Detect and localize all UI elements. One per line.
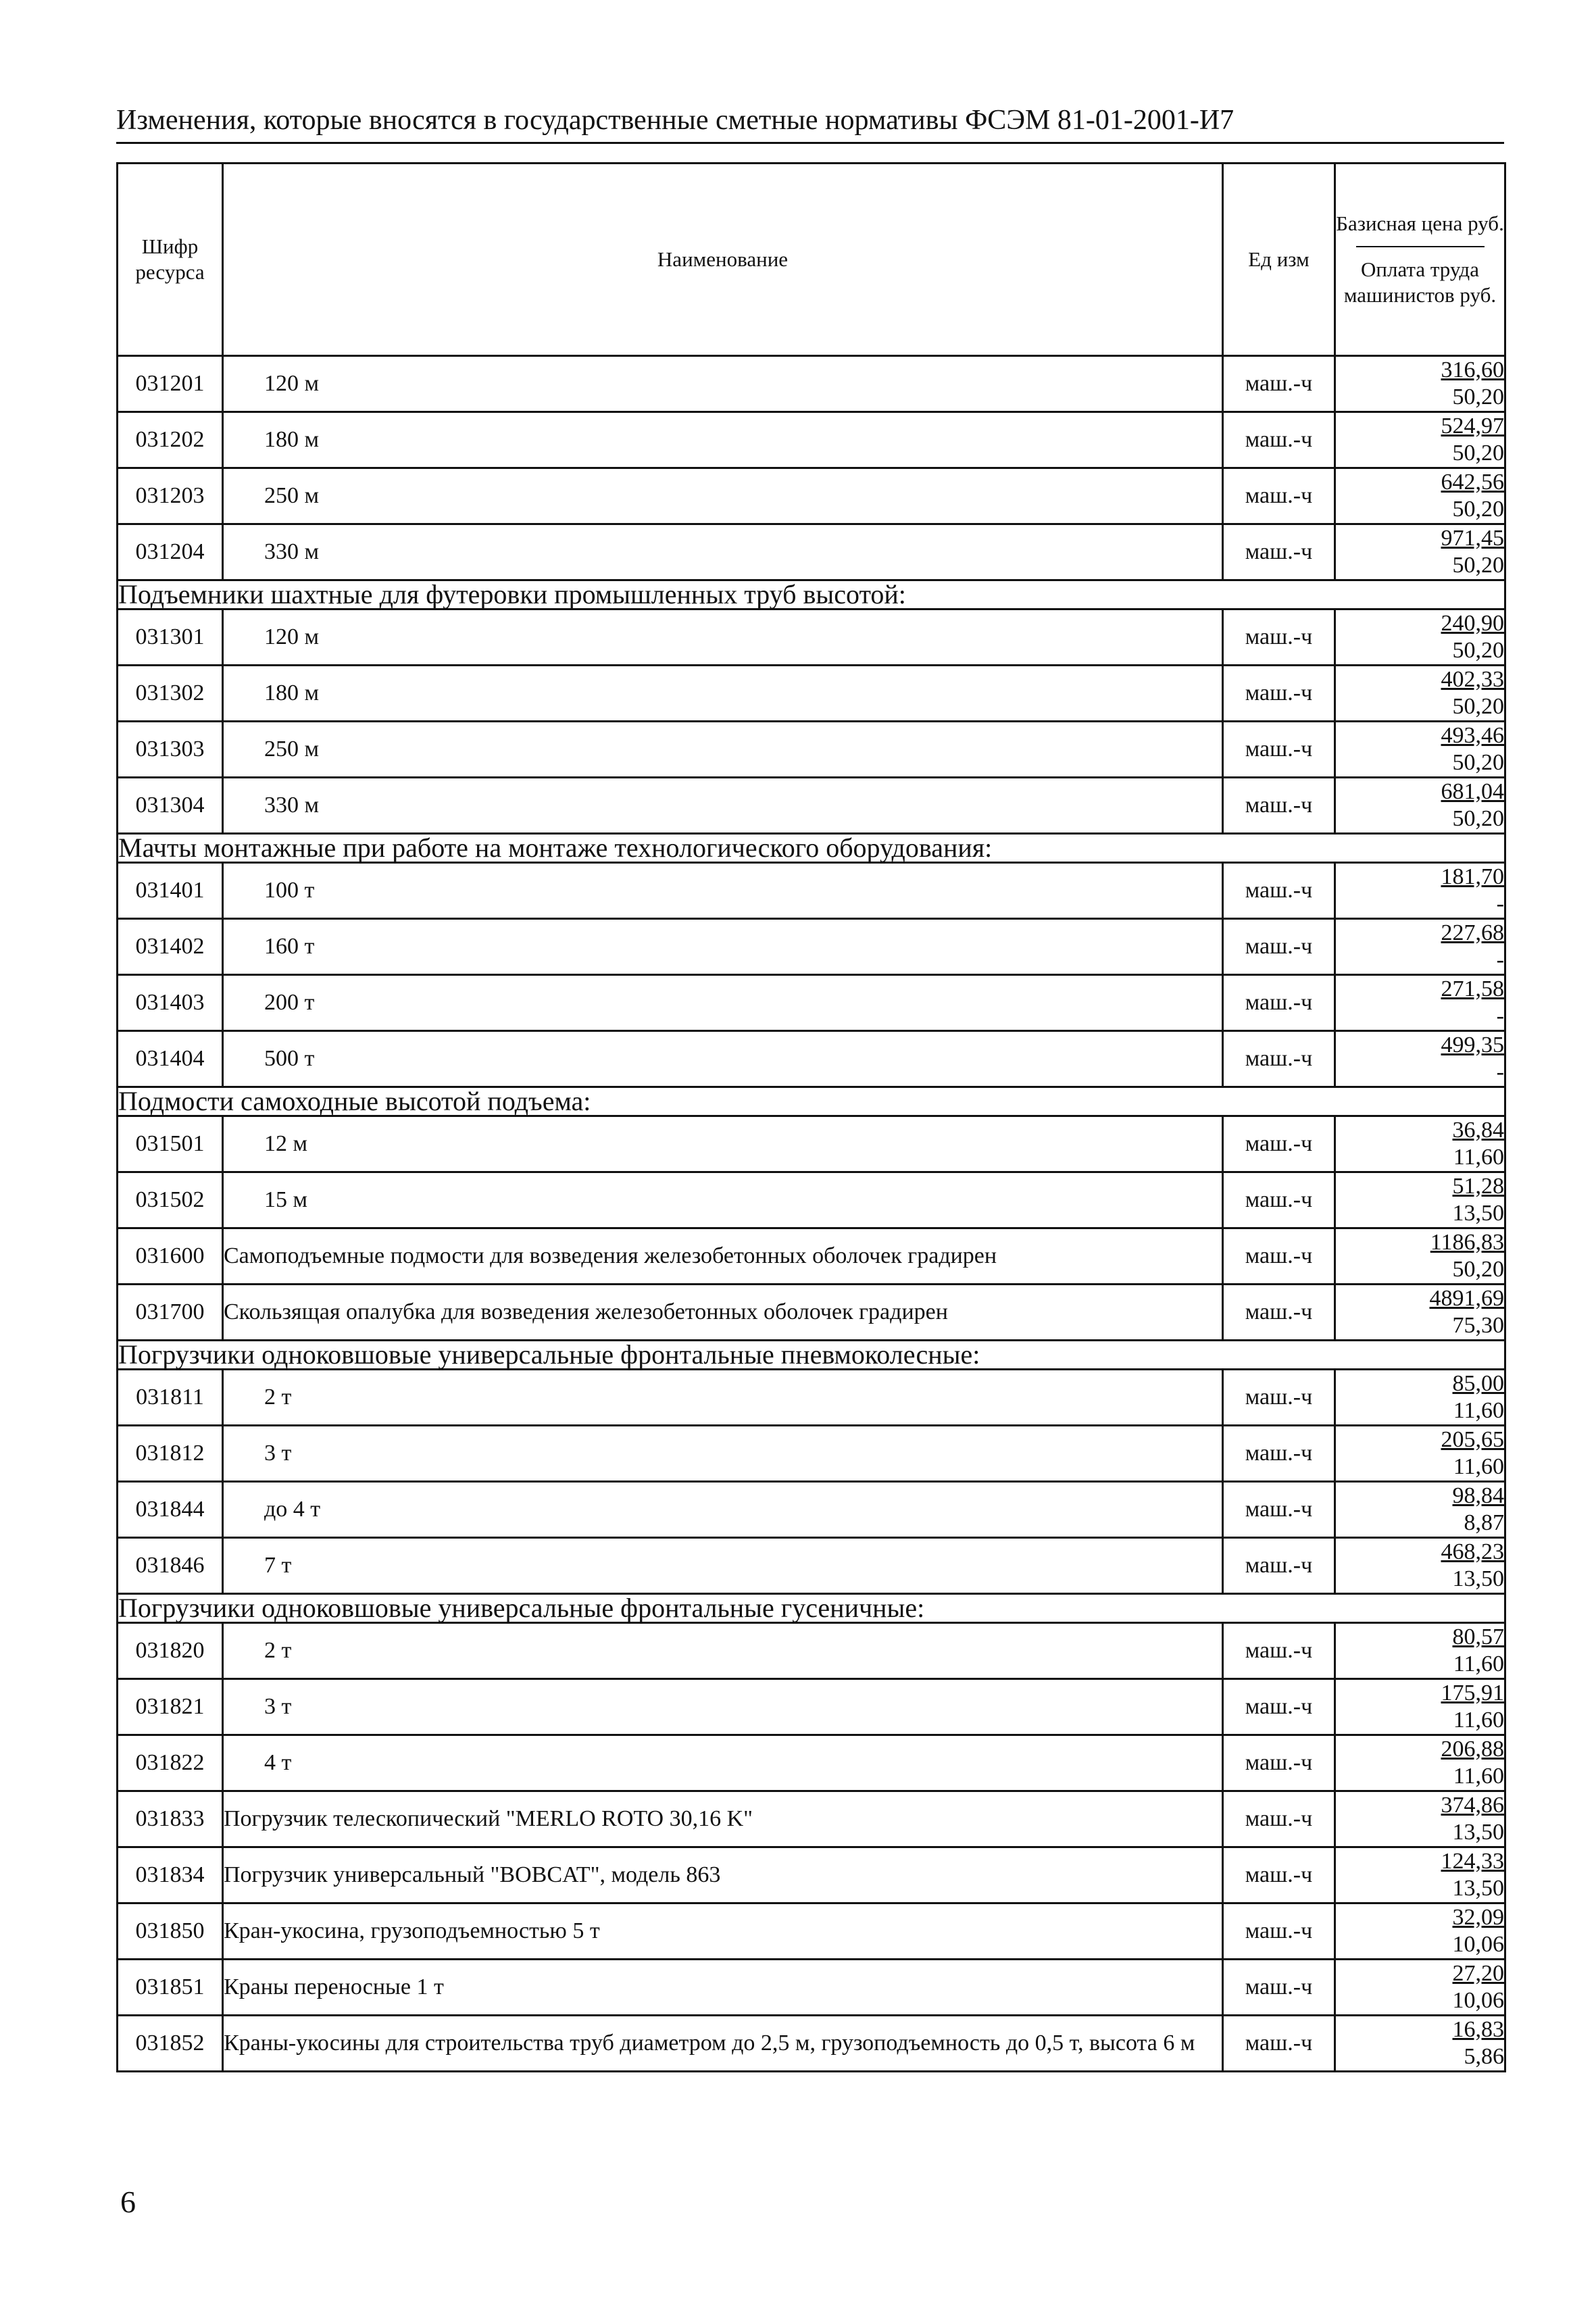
table-row: [118, 778, 1505, 834]
base-price: 681,04: [1441, 779, 1504, 804]
base-price: 227,68: [1441, 920, 1504, 945]
resource-name: Кран-укосина, грузоподъемностью 5 т: [223, 1903, 1223, 1960]
table-row: [118, 1031, 1505, 1087]
table-row: [118, 666, 1505, 722]
col-header-unit: Ед изм: [1223, 164, 1335, 356]
group-row: [118, 1341, 1505, 1370]
table-row: [118, 975, 1505, 1031]
base-price: 316,60: [1441, 357, 1504, 382]
resource-name: 250 м: [223, 468, 1223, 524]
base-price: 27,20: [1452, 1961, 1504, 1986]
col-header-name: Наименование: [223, 164, 1223, 356]
base-price: 16,83: [1452, 2017, 1504, 2042]
operator-wage: -: [1496, 1003, 1504, 1028]
resource-name: 7 т: [223, 1538, 1223, 1594]
operator-wage: 50,20: [1452, 694, 1504, 719]
base-price: 206,88: [1441, 1737, 1504, 1762]
resource-name: 330 м: [223, 778, 1223, 834]
table-row: [118, 1482, 1505, 1538]
resource-code: 031501: [118, 1116, 223, 1172]
operator-wage: 11,60: [1453, 1145, 1504, 1170]
resource-code: 031202: [118, 412, 223, 468]
resource-name: 15 м: [223, 1172, 1223, 1228]
header-divider: [1356, 246, 1485, 247]
table-row: [118, 1679, 1505, 1735]
price-cell: [1335, 1370, 1505, 1426]
unit-cell: маш.-ч: [1223, 1623, 1335, 1679]
base-price: 1186,83: [1430, 1230, 1504, 1255]
table-row: [118, 1426, 1505, 1482]
resource-code: 031201: [118, 356, 223, 412]
resource-code: 031821: [118, 1679, 223, 1735]
base-price: 124,33: [1441, 1849, 1504, 1874]
base-price: 36,84: [1452, 1118, 1504, 1143]
resource-name: 2 т: [223, 1370, 1223, 1426]
table-row: [118, 1960, 1505, 2016]
resource-code: 031600: [118, 1228, 223, 1285]
table-row: [118, 1538, 1505, 1594]
resource-code: 031851: [118, 1960, 223, 2016]
resource-name: 12 м: [223, 1116, 1223, 1172]
operator-wage: 50,20: [1452, 638, 1504, 663]
price-cell: [1335, 975, 1505, 1031]
table-row: [118, 722, 1505, 778]
resource-code: 031203: [118, 468, 223, 524]
price-cell: [1335, 1116, 1505, 1172]
price-cell: [1335, 1285, 1505, 1341]
price-cell: [1335, 2016, 1505, 2072]
operator-wage: 50,20: [1452, 553, 1504, 578]
operator-wage: 50,20: [1452, 806, 1504, 831]
price-cell: [1335, 1679, 1505, 1735]
operator-wage: 13,50: [1452, 1566, 1504, 1591]
price-cell: [1335, 778, 1505, 834]
base-price: 175,91: [1441, 1681, 1504, 1706]
resource-table: [116, 162, 1506, 2072]
resource-code: 031304: [118, 778, 223, 834]
resource-name: 4 т: [223, 1735, 1223, 1791]
table-row: [118, 2016, 1505, 2072]
table-row: [118, 609, 1505, 666]
operator-wage: 5,86: [1464, 2044, 1504, 2069]
unit-cell: маш.-ч: [1223, 666, 1335, 722]
price-cell: [1335, 919, 1505, 975]
resource-code: 031301: [118, 609, 223, 666]
resource-code: 031401: [118, 863, 223, 919]
resource-code: 031850: [118, 1903, 223, 1960]
unit-cell: маш.-ч: [1223, 1903, 1335, 1960]
resource-code: 031402: [118, 919, 223, 975]
resource-name: Скользящая опалубка для возведения железобетонных оболочек градирен: [223, 1285, 1223, 1341]
table-row: [118, 1903, 1505, 1960]
table-row: [118, 919, 1505, 975]
price-cell: [1335, 1960, 1505, 2016]
price-cell: [1335, 1228, 1505, 1285]
resource-code: 031302: [118, 666, 223, 722]
table-row: [118, 863, 1505, 919]
resource-code: 031811: [118, 1370, 223, 1426]
operator-wage: 50,20: [1452, 441, 1504, 466]
table-row: [118, 1285, 1505, 1341]
base-price: 4891,69: [1429, 1286, 1504, 1311]
resource-name: 180 м: [223, 666, 1223, 722]
operator-wage: 13,50: [1452, 1820, 1504, 1845]
price-cell: [1335, 722, 1505, 778]
table-row: [118, 412, 1505, 468]
operator-wage: 13,50: [1452, 1201, 1504, 1226]
table-row: [118, 1116, 1505, 1172]
price-cell: [1335, 609, 1505, 666]
table-row: [118, 1623, 1505, 1679]
price-cell: [1335, 666, 1505, 722]
table-row: [118, 1370, 1505, 1426]
base-price: 85,00: [1452, 1371, 1504, 1396]
price-cell: [1335, 1482, 1505, 1538]
unit-cell: маш.-ч: [1223, 1228, 1335, 1285]
operator-wage: 8,87: [1464, 1510, 1504, 1535]
table-header: [118, 164, 1505, 356]
operator-wage: -: [1496, 947, 1504, 972]
resource-name: Самоподъемные подмости для возведения железобетонных оболочек градирен: [223, 1228, 1223, 1285]
resource-name: 500 т: [223, 1031, 1223, 1087]
group-row: [118, 580, 1505, 609]
unit-cell: маш.-ч: [1223, 778, 1335, 834]
page-header: Изменения, которые вносятся в государственные сметные нормативы ФСЭМ 81-01-2001-И7: [116, 101, 1504, 144]
group-title: Погрузчики одноковшовые универсальные фронтальные пневмоколесные:: [118, 1341, 1505, 1370]
unit-cell: маш.-ч: [1223, 1370, 1335, 1426]
resource-name: 120 м: [223, 356, 1223, 412]
unit-cell: маш.-ч: [1223, 412, 1335, 468]
resource-name: 100 т: [223, 863, 1223, 919]
base-price: 181,70: [1441, 864, 1504, 889]
operator-wage: 11,60: [1453, 1454, 1504, 1479]
base-price: 271,58: [1441, 976, 1504, 1001]
resource-code: 031846: [118, 1538, 223, 1594]
resource-code: 031812: [118, 1426, 223, 1482]
resource-name: 330 м: [223, 524, 1223, 580]
price-cell: [1335, 1791, 1505, 1847]
operator-wage: 50,20: [1452, 497, 1504, 522]
operator-wage: 50,20: [1452, 384, 1504, 409]
price-cell: [1335, 1847, 1505, 1903]
table-row: [118, 1228, 1505, 1285]
resource-name: Погрузчик телескопический "MERLO ROTO 30,16 K": [223, 1791, 1223, 1847]
unit-cell: маш.-ч: [1223, 524, 1335, 580]
resource-name: 120 м: [223, 609, 1223, 666]
resource-code: 031852: [118, 2016, 223, 2072]
operator-wage: 75,30: [1452, 1313, 1504, 1338]
group-title: Подъемники шахтные для футеровки промышленных труб высотой:: [118, 580, 1505, 609]
resource-name: Погрузчик универсальный "BOBCAT", модель 863: [223, 1847, 1223, 1903]
operator-wage: 11,60: [1453, 1708, 1504, 1733]
table-row: [118, 1847, 1505, 1903]
unit-cell: маш.-ч: [1223, 919, 1335, 975]
operator-wage: 11,60: [1453, 1764, 1504, 1789]
table-row: [118, 356, 1505, 412]
operator-wage: 50,20: [1452, 750, 1504, 775]
resource-code: 031834: [118, 1847, 223, 1903]
col-header-base-price: Базисная цена руб.: [1336, 211, 1504, 235]
unit-cell: маш.-ч: [1223, 1538, 1335, 1594]
operator-wage: 13,50: [1452, 1876, 1504, 1901]
group-row: [118, 1594, 1505, 1623]
price-cell: [1335, 863, 1505, 919]
unit-cell: маш.-ч: [1223, 863, 1335, 919]
table-row: [118, 1791, 1505, 1847]
unit-cell: маш.-ч: [1223, 1735, 1335, 1791]
resource-code: 031820: [118, 1623, 223, 1679]
operator-wage: -: [1496, 891, 1504, 916]
base-price: 642,56: [1441, 470, 1504, 495]
unit-cell: маш.-ч: [1223, 609, 1335, 666]
group-title: Подмости самоходные высотой подъема:: [118, 1087, 1505, 1116]
resource-name: до 4 т: [223, 1482, 1223, 1538]
base-price: 80,57: [1452, 1624, 1504, 1649]
table-row: [118, 1172, 1505, 1228]
table-row: [118, 524, 1505, 580]
base-price: 51,28: [1452, 1174, 1504, 1199]
unit-cell: маш.-ч: [1223, 722, 1335, 778]
resource-name: 3 т: [223, 1426, 1223, 1482]
unit-cell: маш.-ч: [1223, 1482, 1335, 1538]
resource-name: Краны-укосины для строительства труб диаметром до 2,5 м, грузоподъемность до 0,5 т, высота 6 м: [223, 2016, 1223, 2072]
operator-wage: 11,60: [1453, 1398, 1504, 1423]
price-cell: [1335, 1623, 1505, 1679]
base-price: 468,23: [1441, 1539, 1504, 1564]
base-price: 499,35: [1441, 1032, 1504, 1057]
base-price: 240,90: [1441, 611, 1504, 636]
col-header-price: [1335, 164, 1505, 356]
unit-cell: маш.-ч: [1223, 1426, 1335, 1482]
price-cell: [1335, 356, 1505, 412]
base-price: 971,45: [1441, 526, 1504, 551]
operator-wage: 10,06: [1452, 1932, 1504, 1957]
unit-cell: маш.-ч: [1223, 1031, 1335, 1087]
base-price: 205,65: [1441, 1427, 1504, 1452]
price-cell: [1335, 468, 1505, 524]
unit-cell: маш.-ч: [1223, 1960, 1335, 2016]
resource-name: 180 м: [223, 412, 1223, 468]
group-title: Мачты монтажные при работе на монтаже технологического оборудования:: [118, 834, 1505, 863]
group-row: [118, 1087, 1505, 1116]
col-header-code: Шифр ресурса: [118, 164, 223, 356]
resource-code: 031404: [118, 1031, 223, 1087]
resource-code: 031833: [118, 1791, 223, 1847]
resource-name: 160 т: [223, 919, 1223, 975]
base-price: 524,97: [1441, 414, 1504, 439]
price-cell: [1335, 1735, 1505, 1791]
resource-name: 2 т: [223, 1623, 1223, 1679]
resource-name: Краны переносные 1 т: [223, 1960, 1223, 2016]
resource-code: 031502: [118, 1172, 223, 1228]
operator-wage: 11,60: [1453, 1651, 1504, 1676]
unit-cell: маш.-ч: [1223, 2016, 1335, 2072]
col-header-wage: Оплата труда машинистов руб.: [1343, 257, 1497, 307]
resource-code: 031303: [118, 722, 223, 778]
operator-wage: -: [1496, 1060, 1504, 1085]
unit-cell: маш.-ч: [1223, 1847, 1335, 1903]
unit-cell: маш.-ч: [1223, 1285, 1335, 1341]
resource-code: 031403: [118, 975, 223, 1031]
unit-cell: маш.-ч: [1223, 1679, 1335, 1735]
unit-cell: маш.-ч: [1223, 468, 1335, 524]
price-cell: [1335, 412, 1505, 468]
resource-name: 250 м: [223, 722, 1223, 778]
resource-name: 200 т: [223, 975, 1223, 1031]
resource-name: 3 т: [223, 1679, 1223, 1735]
unit-cell: маш.-ч: [1223, 1116, 1335, 1172]
resource-code: 031844: [118, 1482, 223, 1538]
price-cell: [1335, 524, 1505, 580]
resource-code: 031204: [118, 524, 223, 580]
price-cell: [1335, 1031, 1505, 1087]
price-cell: [1335, 1903, 1505, 1960]
group-title: Погрузчики одноковшовые универсальные фронтальные гусеничные:: [118, 1594, 1505, 1623]
base-price: 98,84: [1452, 1483, 1504, 1508]
operator-wage: 50,20: [1452, 1257, 1504, 1282]
resource-code: 031822: [118, 1735, 223, 1791]
base-price: 493,46: [1441, 723, 1504, 748]
base-price: 402,33: [1441, 667, 1504, 692]
base-price: 374,86: [1441, 1793, 1504, 1818]
base-price: 32,09: [1452, 1905, 1504, 1930]
unit-cell: маш.-ч: [1223, 975, 1335, 1031]
table-row: [118, 1735, 1505, 1791]
operator-wage: 10,06: [1452, 1988, 1504, 2013]
price-cell: [1335, 1172, 1505, 1228]
price-cell: [1335, 1426, 1505, 1482]
table-row: [118, 468, 1505, 524]
unit-cell: маш.-ч: [1223, 1172, 1335, 1228]
resource-code: 031700: [118, 1285, 223, 1341]
unit-cell: маш.-ч: [1223, 356, 1335, 412]
price-cell: [1335, 1538, 1505, 1594]
page-number: 6: [120, 2185, 136, 2219]
unit-cell: маш.-ч: [1223, 1791, 1335, 1847]
group-row: [118, 834, 1505, 863]
